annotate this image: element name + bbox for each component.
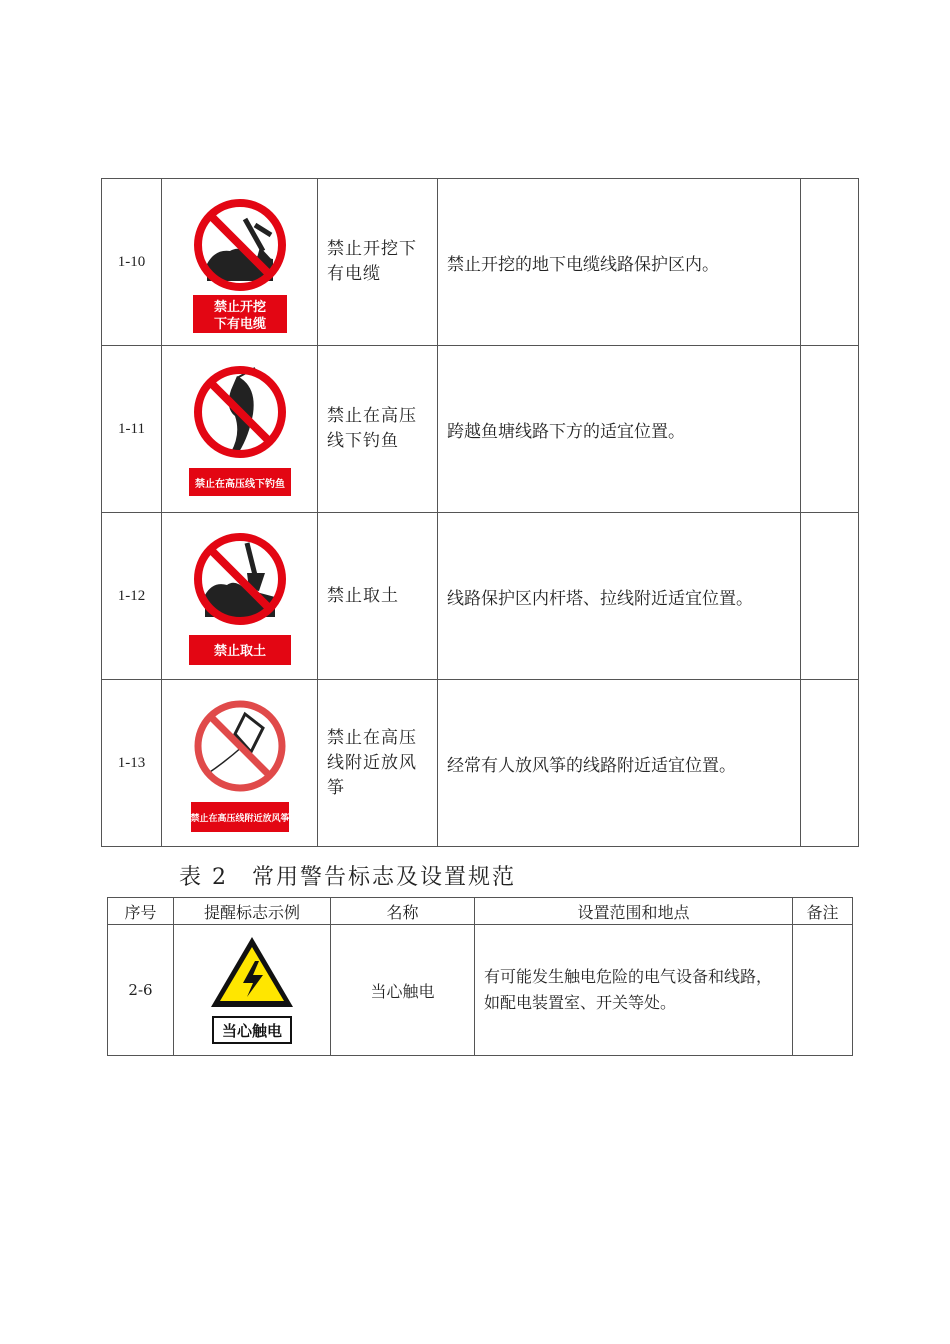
remark-cell (801, 513, 859, 680)
remark-cell (801, 346, 859, 513)
table-row (102, 179, 859, 346)
row-number: 1-11 (102, 346, 162, 513)
sign-text: 禁止在高压线下钓鱼 (194, 479, 285, 490)
column-header: 提醒标志示例 (174, 898, 331, 925)
table-header-row (108, 898, 853, 925)
sign-name: 禁止在高压线附近放风筝 (318, 680, 438, 847)
column-header: 设置范围和地点 (475, 898, 793, 925)
sign-name: 当心触电 (331, 925, 475, 1056)
sign-name: 禁止取土 (318, 513, 438, 680)
sign-cell (174, 925, 331, 1056)
table-row (102, 513, 859, 680)
electric-shock-warning-icon (207, 933, 297, 1047)
kite-flying-prohibited-icon (185, 690, 295, 836)
soil-taking-prohibited-icon (185, 523, 295, 669)
remark-cell (801, 680, 859, 847)
sign-name: 禁止开挖下有电缆 (318, 179, 438, 346)
sign-cell (162, 179, 318, 346)
sign-text: 禁止取土 (213, 644, 266, 659)
sign-text: 下有电缆 (213, 317, 266, 332)
sign-name: 禁止在高压线下钓鱼 (318, 346, 438, 513)
table-row (102, 346, 859, 513)
digging-prohibited-icon (185, 189, 295, 335)
sign-text: 禁止开挖 (213, 300, 266, 315)
remark-cell (793, 925, 853, 1056)
row-number: 1-12 (102, 513, 162, 680)
column-header: 序号 (108, 898, 174, 925)
column-header: 备注 (793, 898, 853, 925)
sign-text: 当心触电 (221, 1022, 283, 1040)
sign-cell (162, 680, 318, 847)
remark-cell (801, 179, 859, 346)
sign-location: 禁止开挖的地下电缆线路保护区内。 (438, 179, 801, 346)
sign-cell (162, 346, 318, 513)
fishing-prohibited-icon (185, 356, 295, 502)
prohibition-signs-table (101, 178, 859, 847)
row-number: 1-13 (102, 680, 162, 847)
sign-location: 线路保护区内杆塔、拉线附近适宜位置。 (438, 513, 801, 680)
table-caption: 表 2 常用警告标志及设置规范 (179, 865, 516, 890)
row-number: 2-6 (108, 925, 174, 1056)
sign-cell (162, 513, 318, 680)
sign-text: 禁止在高压线附近放风筝 (189, 814, 290, 824)
sign-location: 有可能发生触电危险的电气设备和线路，如配电装置室、开关等处。 (475, 925, 793, 1056)
row-number: 1-10 (102, 179, 162, 346)
warning-signs-table (107, 897, 853, 1056)
table-row (108, 925, 853, 1056)
sign-location: 经常有人放风筝的线路附近适宜位置。 (438, 680, 801, 847)
column-header: 名称 (331, 898, 475, 925)
sign-location: 跨越鱼塘线路下方的适宜位置。 (438, 346, 801, 513)
table-row (102, 680, 859, 847)
